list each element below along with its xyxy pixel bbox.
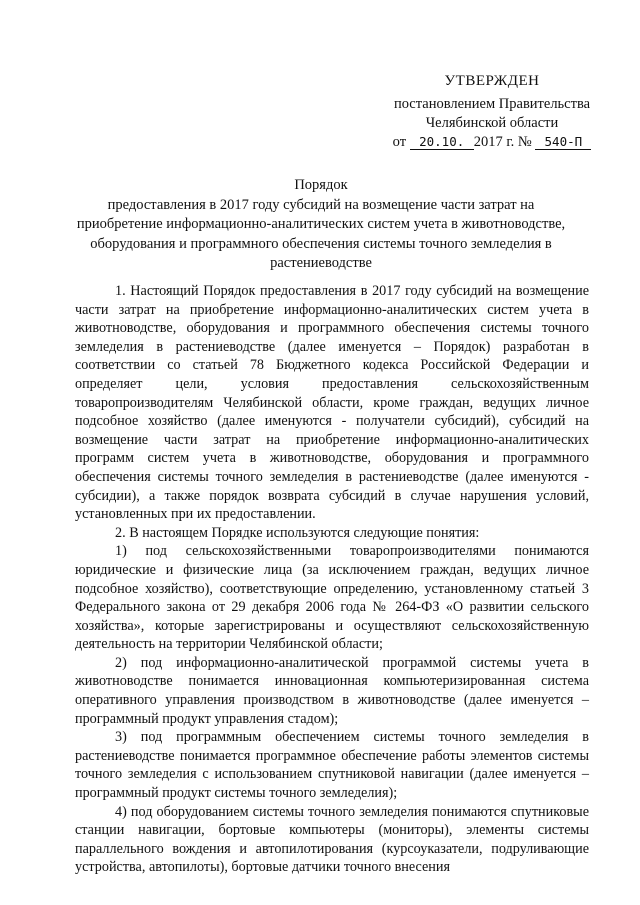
approval-date-line	[372, 133, 612, 152]
approval-year: 2017 г. №	[473, 134, 532, 150]
approval-number: 540-П	[535, 134, 591, 150]
document-title: Порядок	[294, 177, 348, 193]
document-title-block	[75, 176, 567, 274]
approval-stamp	[372, 72, 612, 152]
paragraph-2: 2. В настоящем Порядке используются следующие понятия:	[115, 524, 480, 541]
definition-3: 3) под программным обеспечением системы точного земледелия в растениеводстве понимается программное обеспечение работы элементов системы точного земледелия с использованием спутниковой навигации (далее именуется – программный продукт системы точного земледелия);	[75, 729, 589, 802]
definition-1: 1) под сельскохозяйственными товаропроизводителями понимаются юридические и физические лица (за исключением граждан, ведущих личное подсобное хозяйство), соответствующие определению, установленному статьей 3 Федерального закона от 29 декабря 2006 года № 264-ФЗ «О развитии сельского хозяйства», которые зарегистрированы и осуществляют сельскохозяйственную деятельность на территории Челябинской области;	[75, 543, 589, 653]
approval-heading: УТВЕРЖДЕН	[444, 73, 540, 89]
date-prefix: от	[392, 134, 407, 150]
approval-line-2: Челябинской области	[425, 115, 559, 131]
document-body	[75, 282, 589, 877]
approval-line-1: постановлением Правительства	[393, 96, 591, 112]
definition-4: 4) под оборудованием системы точного земледелия понимаются спутниковые станции навигации, бортовые компьютеры (мониторы), элементы системы параллельного вождения и автопилотирования (курсоуказатели, подруливающие устройства, автопилоты), бортовые датчики точного внесения	[75, 803, 589, 876]
document-subtitle: предоставления в 2017 году субсидий на возмещение части затрат на приобретение информационно-аналитических систем учета в животноводстве, оборудования и программного обеспечения системы точного земледелия в растениеводстве	[76, 196, 566, 271]
definition-2: 2) под информационно-аналитической программой системы учета в животноводстве понимается инновационная компьютеризированная система оперативного управления производством в животноводстве (далее именуется – программный продукт управления стадом);	[75, 654, 589, 727]
paragraph-1: 1. Настоящий Порядок предоставления в 2017 году субсидий на возмещение части затрат на приобретение информационно-аналитических систем учета в животноводстве, оборудования и программного обеспечения системы точного земледелия в растениеводстве (далее именуется – Порядок) разработан в соответствии со статьей 78 Бюджетного кодекса Российской Федерации и определяет цели, условия предоставления сельскохозяйственным товаропроизводителям Челябинской области, кроме граждан, ведущих личное подсобное хозяйство (далее именуются - получатели субсидий), субсидий на возмещение части затрат на приобретение информационно-аналитических программ систем учета в животноводстве, оборудования и программного обеспечения системы точного земледелия в растениеводстве (далее именуются - субсидии), а также порядок возврата субсидий в случае нарушения условий, установленных при их предоставлении.	[75, 283, 589, 523]
approval-date: 20.10.	[410, 134, 474, 150]
